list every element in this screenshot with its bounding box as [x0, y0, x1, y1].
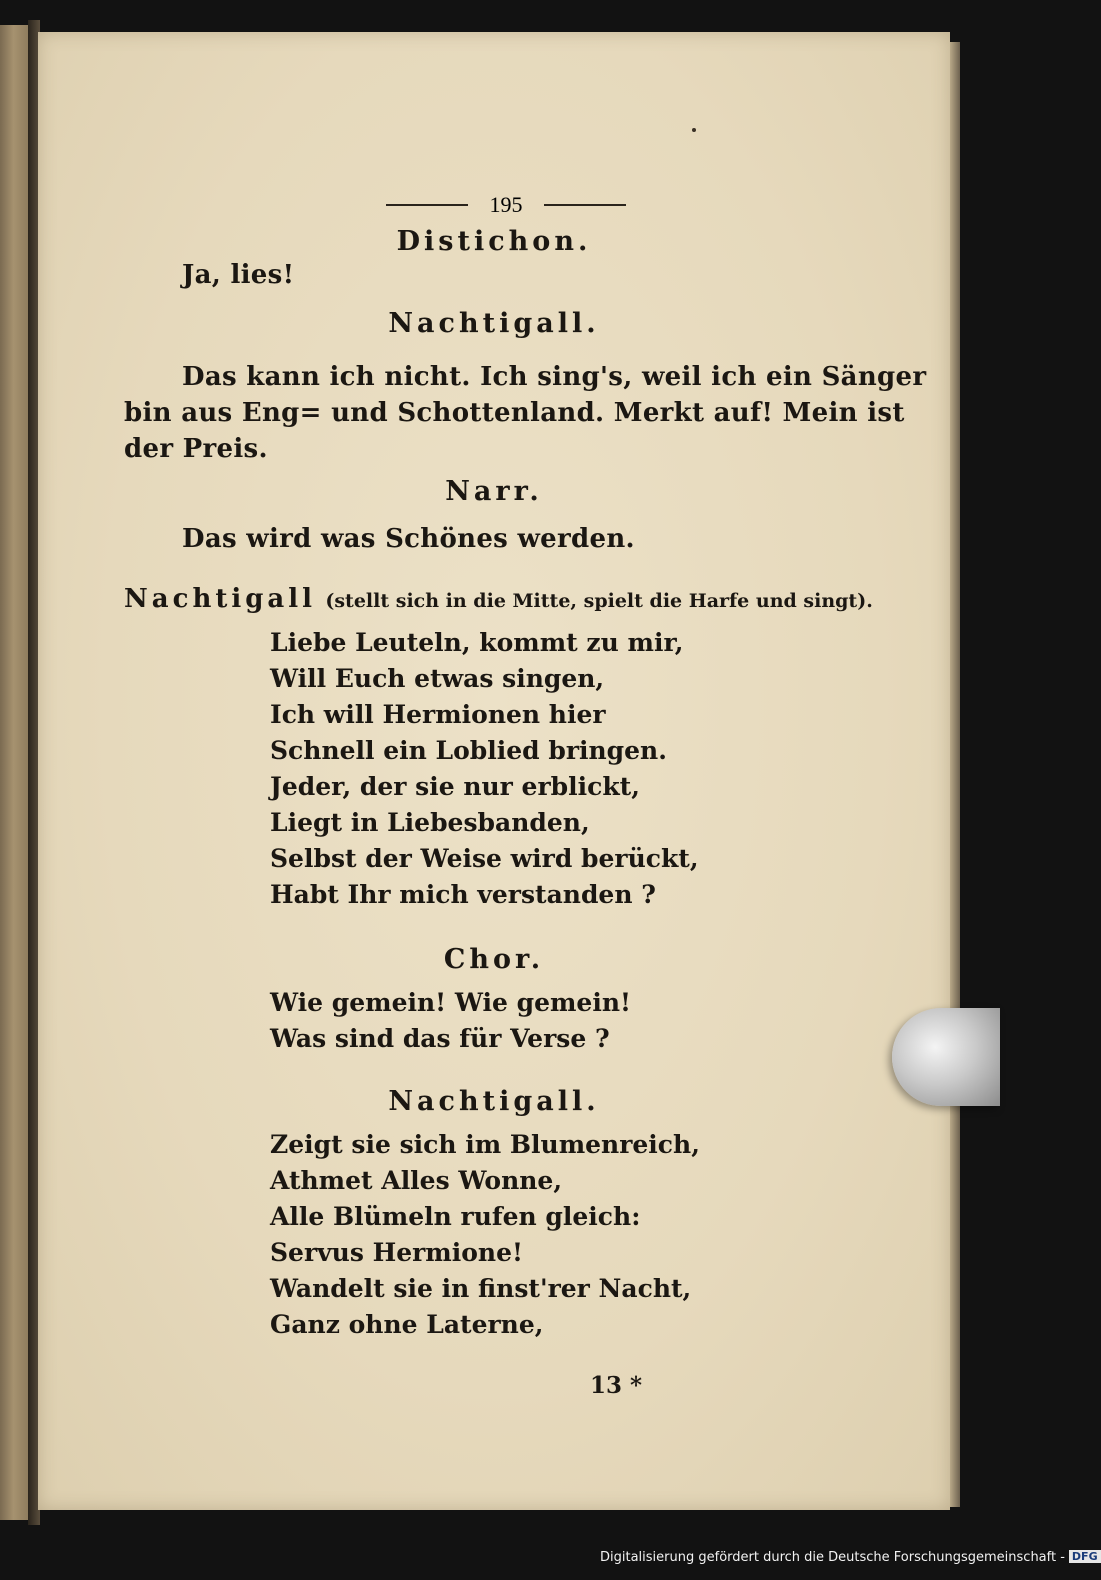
verse-line: Jeder, der sie nur erblickt,	[270, 772, 640, 801]
verse-line: Liegt in Liebesbanden,	[270, 808, 590, 837]
credit-text: Digitalisierung gefördert durch die Deutsche Forschungsgemeinschaft -	[600, 1550, 1065, 1565]
verse-line: Servus Hermione!	[270, 1238, 523, 1267]
verse-line: Alle Blümeln rufen gleich:	[270, 1202, 641, 1231]
heading-nachtigall-1: Nachtigall.	[388, 308, 600, 339]
stage-direction: (stellt sich in die Mitte, spielt die Harfe und singt).	[325, 590, 873, 612]
speaker-line	[124, 584, 873, 614]
prose-line: Das wird was Schönes werden.	[182, 524, 635, 554]
heading-chor: Chor.	[443, 944, 545, 975]
page-clip	[892, 1008, 1000, 1106]
book-page	[38, 32, 950, 1510]
signature-mark: 13 *	[590, 1372, 643, 1399]
left-page-edge	[0, 25, 30, 1520]
dfg-logo: DFG	[1069, 1550, 1101, 1563]
verse-line: Habt Ihr mich verstanden ?	[270, 880, 656, 909]
verse-line: Ganz ohne Laterne,	[270, 1310, 544, 1339]
verse-line: Ich will Hermionen hier	[270, 700, 606, 729]
page-number: 195	[489, 192, 523, 217]
verse-line: Liebe Leuteln, kommt zu mir,	[270, 628, 684, 657]
verse-line: Wie gemein! Wie gemein!	[270, 988, 631, 1017]
heading-nachtigall-2: Nachtigall.	[388, 1086, 600, 1117]
header-rule-right	[544, 204, 626, 206]
page-fore-edge	[950, 42, 960, 1507]
prose-line: der Preis.	[124, 434, 268, 464]
digitization-credit	[600, 1550, 1101, 1565]
speaker-name: Nachtigall	[124, 584, 317, 614]
verse-line: Athmet Alles Wonne,	[270, 1166, 563, 1195]
verse-line: Schnell ein Loblied bringen.	[270, 736, 667, 765]
verse-line: Was sind das für Verse ?	[270, 1024, 610, 1053]
paper-speck	[692, 128, 696, 132]
verse-line: Wandelt sie in finst'rer Nacht,	[270, 1274, 692, 1303]
heading-narr: Narr.	[445, 476, 543, 507]
prose-line: bin aus Eng= und Schottenland. Merkt auf! Mein ist	[124, 398, 905, 428]
heading-distichon: Distichon.	[396, 226, 592, 257]
verse-line: Selbst der Weise wird berückt,	[270, 844, 699, 873]
prose-line: Das kann ich nicht. Ich sing's, weil ich ein Sänger	[182, 362, 927, 392]
page-header	[386, 192, 626, 216]
verse-line: Zeigt sie sich im Blumenreich,	[270, 1130, 700, 1159]
header-rule-left	[386, 204, 468, 206]
line-ja-lies: Ja, lies!	[182, 260, 295, 290]
verse-line: Will Euch etwas singen,	[270, 664, 605, 693]
